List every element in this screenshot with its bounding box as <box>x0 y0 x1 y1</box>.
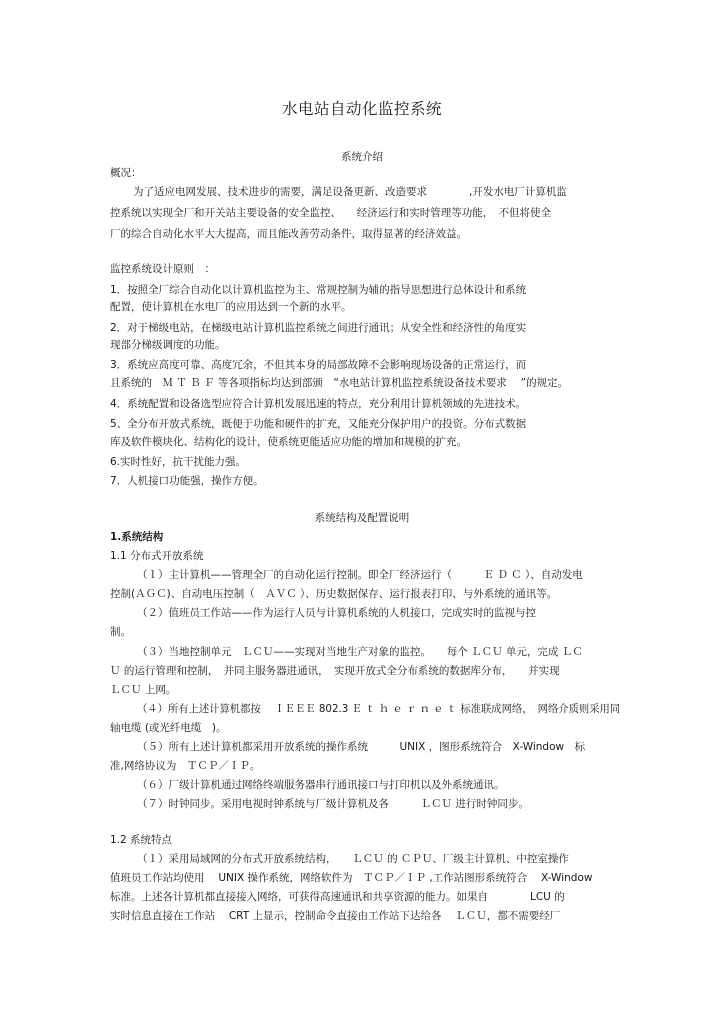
structure-item: 制。 <box>110 626 131 638</box>
structure-item: （４）所有上述计算机都按 ＩＥＥＥ 802.3 Ｅ ｔ ｈ ｅ ｒ ｎ ｅ ｔ 标准联成网络， 网络介质则采用同 <box>137 703 621 715</box>
principle-line: 6.实时性好，抗干扰能力强。 <box>110 456 247 468</box>
overview-line: 控系统以实现全厂和开关站主要设备的安全监控、 经济运行和实时管理等功能， 不但将使全 <box>110 207 551 219</box>
structure-item: （７）时钟同步。采用电视时钟系统与厂级计算机及各 ＬＣＵ 进行时钟同步。 <box>137 798 529 810</box>
principle-line: 且系统的 Ｍ Ｔ Ｂ Ｆ 等各项指标均达到部颁 “水电站计算机监控系统设备技术要求 ”的规定。 <box>110 377 569 389</box>
structure-item: （３）当地控制单元 ＬＣＵ——实现对当地生产对象的监控。 每个 ＬＣＵ 单元，完成 ＬＣ <box>137 646 583 658</box>
structure-item: （１）主计算机——管理全厂的自动化运行控制。即全厂经济运行（ Ｅ Ｄ Ｃ ）、自动发电 <box>137 569 583 581</box>
feature-line: 实时信息直接在工作站 CRT 上显示，控制命令直接由工作站下达给各 ＬＣＵ，都不需要经厂 <box>110 910 561 922</box>
structure-item: 控制(ＡＧＣ)、自动电压控制（ ＡＶＣ ）、历史数据保存、运行报表打印、与外系统的通讯等。 <box>110 588 558 600</box>
structure-item: 准,网络协议为 ＴＣＰ／ＩＰ。 <box>110 760 261 772</box>
structure-item: Ｕ 的运行管理和控制， 并同主服务器进通讯， 实现开放式全分布系统的数据库分布， 并实现 <box>110 665 560 677</box>
structure-item: ＬＣＵ 上网。 <box>110 684 177 696</box>
principle-line: 现部分梯级调度的功能。 <box>110 339 226 351</box>
page-title: 水电站自动化监控系统 <box>281 100 442 118</box>
subheading-features: 1.2 系统特点 <box>110 834 173 846</box>
feature-line: 标准。上述各计算机都直接接入网络，可获得高速通讯和共享资源的能力。如果自 LCU 的 <box>110 891 565 903</box>
overview-line: 为了适应电网发展、技术进步的需要，满足设备更新、改造要求 ,开发水电厂计算机监 <box>133 186 567 198</box>
feature-line: （１）采用局域网的分布式开放系统结构， ＬＣＵ 的 ＣＰＵ、厂级主计算机、中控室操作 <box>137 853 569 865</box>
overview-line: 厂的综合自动化水平大大提高，而且能改善劳动条件，取得显著的经济效益。 <box>110 228 467 240</box>
structure-item: 轴电缆 (或光纤电缆 )。 <box>110 722 227 734</box>
feature-line: 值班员工作站均使用 UNIX 操作系统，网络软件为 ＴＣＰ／ＩＰ ,工作站图形系统符合 X-Window <box>110 872 593 884</box>
principle-line: 5、全分布开放式系统，既便于功能和硬件的扩充，又能充分保护用户的投资。分布式数据 <box>110 418 527 430</box>
overview-label: 概况： <box>110 167 142 179</box>
principle-line: 7．人机接口功能强，操作方便。 <box>110 475 264 487</box>
subheading-structure: 1.系统结构 <box>110 531 164 543</box>
principle-line: 库及软件模块化、结构化的设计，使系统更能适应功能的增加和规模的扩充。 <box>110 436 467 448</box>
structure-item: （２）值班员工作站——作为运行人员与计算机系统的人机接口，完成实时的监视与控 <box>137 607 536 619</box>
principle-line: 2．对于梯级电站，在梯级电站计算机监控系统之间进行通讯；从安全性和经济性的角度实 <box>110 322 527 334</box>
subheading-distributed: 1.1 分布式开放系统 <box>110 550 204 562</box>
principle-line: 配置，使计算机在水电厂的应用达到一个新的水平。 <box>110 301 352 313</box>
section-heading-structure: 系统结构及配置说明 <box>314 512 410 524</box>
section-heading-intro: 系统介绍 <box>341 151 383 163</box>
structure-item: （５）所有上述计算机都采用开放系统的操作系统 UNIX ，图形系统符合 X-Window 标 <box>137 741 586 753</box>
structure-item: （６）厂级计算机通过网络终端服务器串行通讯接口与打印机以及外系统通讯。 <box>137 779 505 791</box>
principle-line: 4．系统配置和设备选型应符合计算机发展迅速的特点，充分利用计算机领域的先进技术。 <box>110 398 527 410</box>
principles-label: 监控系统设计原则 ： <box>110 263 215 275</box>
principle-line: 3．系统应高度可靠、高度冗余，不但其本身的局部故障不会影响现场设备的正常运行，而 <box>110 359 527 371</box>
principle-line: 1．按照全厂综合自动化以计算机监控为主、常规控制为辅的指导思想进行总体设计和系统 <box>110 284 527 296</box>
